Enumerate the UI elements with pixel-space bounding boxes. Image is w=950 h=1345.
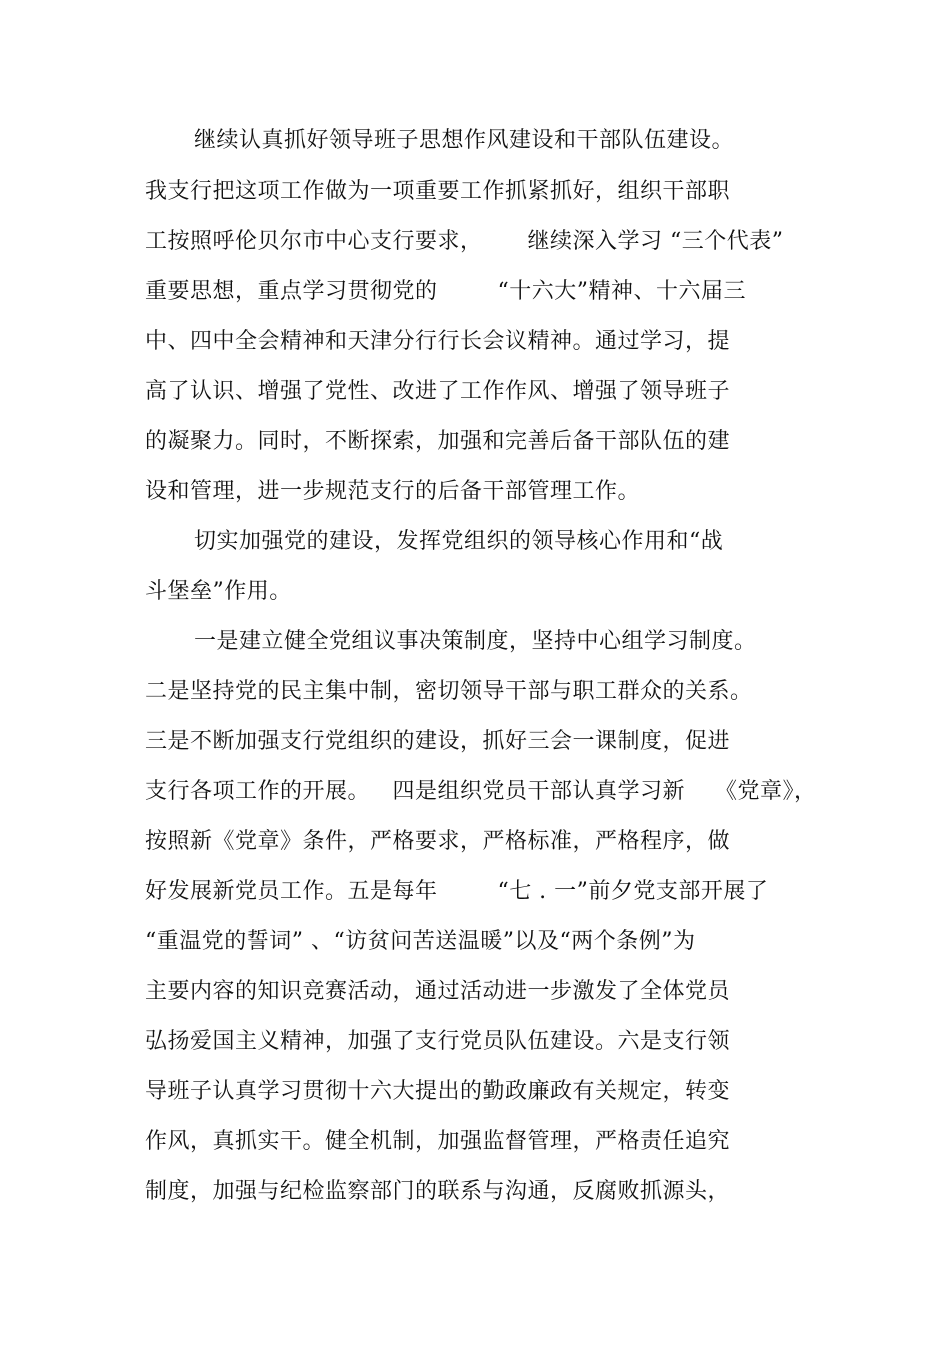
paragraph-3-line-5: 按照新《党章》条件，严格要求，严格标准，严格程序，做 xyxy=(145,829,731,854)
paragraph-1-line-1: 继续认真抓好领导班子思想作风建设和干部队伍建设。 xyxy=(194,128,735,153)
paragraph-1-line-5: 中、四中全会精神和天津分行行长会议精神。通过学习，提 xyxy=(145,329,731,354)
paragraph-3-line-10: 导班子认真学习贯彻十六大提出的勤政廉政有关规定，转变 xyxy=(145,1079,731,1104)
paragraph-1-line-2: 我支行把这项工作做为一项重要工作抓紧抓好，组织干部职 xyxy=(145,179,731,204)
paragraph-3-line-3: 三是不断加强支行党组织的建设，抓好三会一课制度，促进 xyxy=(145,729,731,754)
paragraph-3-line-2: 二是坚持党的民主集中制，密切领导干部与职工群众的关系。 xyxy=(145,679,753,704)
paragraph-2-line-2: 斗堡垒”作用。 xyxy=(145,579,292,604)
paragraph-2-line-1: 切实加强党的建设，发挥党组织的领导核心作用和“战 xyxy=(194,529,724,554)
paragraph-3-line-1: 一是建立健全党组议事决策制度，坚持中心组学习制度。 xyxy=(194,629,757,654)
paragraph-3-line-9: 弘扬爱国主义精神，加强了支行党员队伍建设。六是支行领 xyxy=(145,1029,731,1054)
paragraph-1-line-8: 设和管理，进一步规范支行的后备干部管理工作。 xyxy=(145,479,641,504)
paragraph-3-line-12: 制度，加强与纪检监察部门的联系与沟通，反腐败抓源头， xyxy=(145,1179,731,1204)
paragraph-3-line-7: “重温党的誓词” 、“访贫问苦送温暖”以及“两个条例”为 xyxy=(145,929,696,954)
paragraph-3-line-6: 好发展新党员工作。五是每年 “七 . 一”前夕党支部开展了 xyxy=(145,879,769,904)
paragraph-3-line-11: 作风，真抓实干。健全机制，加强监督管理，严格责任追究 xyxy=(145,1129,731,1154)
paragraph-1-line-7: 的凝聚力。同时，不断探索，加强和完善后备干部队伍的建 xyxy=(145,429,731,454)
paragraph-3-line-8: 主要内容的知识竞赛活动，通过活动进一步激发了全体党员 xyxy=(145,979,731,1004)
paragraph-1-line-6: 高了认识、增强了党性、改进了工作作风、增强了领导班子 xyxy=(145,379,731,404)
paragraph-1-line-4: 重要思想，重点学习贯彻党的 “十六大”精神、十六届三 xyxy=(145,279,746,304)
paragraph-3-line-4: 支行各项工作的开展。 四是组织党员干部认真学习新 《党章》， xyxy=(145,779,817,804)
paragraph-1-line-3: 工按照呼伦贝尔市中心支行要求， 继续深入学习 “三个代表” xyxy=(145,229,784,254)
